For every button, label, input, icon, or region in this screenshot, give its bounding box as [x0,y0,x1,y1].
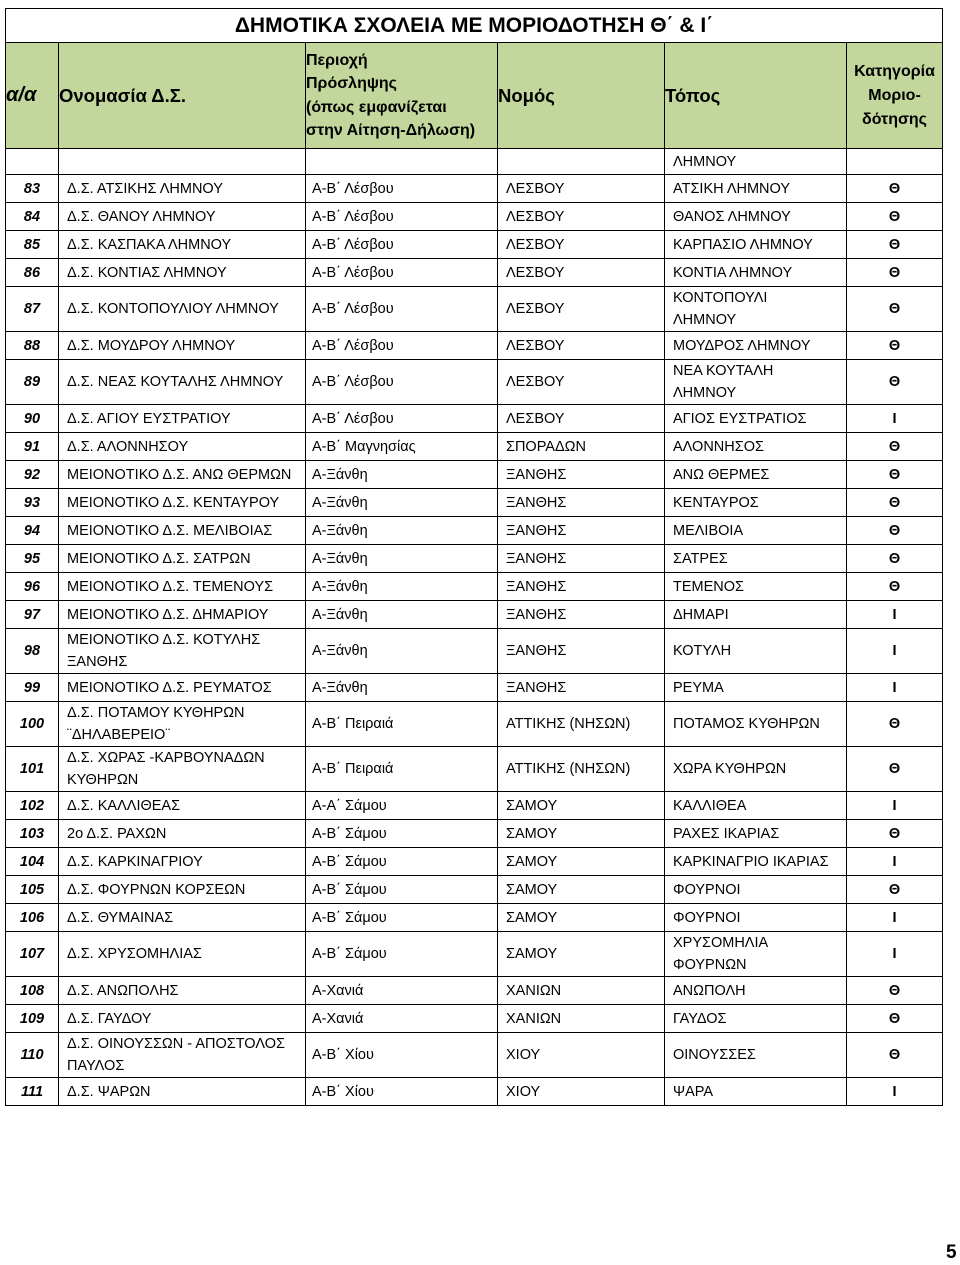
category-cell: Θ [847,203,943,231]
table-row [6,175,943,203]
prefecture-cell: ΛΕΣΒΟΥ [498,175,665,203]
recruitment-area-cell: Α-Β΄ Σάμου [306,904,498,932]
row-number-cell: 93 [6,489,59,517]
prefecture-cell: ΣΑΜΟΥ [498,820,665,848]
row-number-cell: 101 [6,747,59,792]
place-cell: ΤΕΜΕΝΟΣ [665,573,847,601]
row-number-cell: 94 [6,517,59,545]
school-name-cell: ΜΕΙΟΝΟΤΙΚΟ Δ.Σ. ΚΟΤΥΛΗΣ ΞΑΝΘΗΣ [59,629,306,674]
place-cell: ΨΑΡΑ [665,1078,847,1106]
table-row [6,573,943,601]
row-number-cell: 103 [6,820,59,848]
continuation-empty-cell [847,149,943,175]
row-number-cell: 95 [6,545,59,573]
school-name-cell: ΜΕΙΟΝΟΤΙΚΟ Δ.Σ. ΤΕΜΕΝΟΥΣ [59,573,306,601]
prefecture-cell: ΧΑΝΙΩΝ [498,1005,665,1033]
prefecture-cell: ΞΑΝΘΗΣ [498,601,665,629]
row-number-cell: 92 [6,461,59,489]
place-cell: ΑΝΩΠΟΛΗ [665,977,847,1005]
row-number-cell: 109 [6,1005,59,1033]
row-number-cell: 102 [6,792,59,820]
prefecture-cell: ΛΕΣΒΟΥ [498,203,665,231]
category-cell: Θ [847,747,943,792]
row-number-cell: 99 [6,674,59,702]
prefecture-cell: ΣΑΜΟΥ [498,932,665,977]
table-row [6,792,943,820]
recruitment-area-cell: Α-Β΄ Λέσβου [306,287,498,332]
place-cell: ΑΛΟΝΝΗΣΟΣ [665,433,847,461]
table-row [6,231,943,259]
prefecture-cell: ΣΑΜΟΥ [498,904,665,932]
category-cell: Θ [847,259,943,287]
prefecture-cell: ΣΠΟΡΑΔΩΝ [498,433,665,461]
school-name-cell: Δ.Σ. ΜΟΥΔΡΟΥ ΛΗΜΝΟΥ [59,332,306,360]
table-row [6,489,943,517]
category-cell: Θ [847,360,943,405]
header-place: Τόπος [665,43,847,149]
row-number-cell: 89 [6,360,59,405]
table-row [6,405,943,433]
place-cell: ΦΟΥΡΝΟΙ [665,876,847,904]
table-row [6,203,943,231]
category-cell: Θ [847,1033,943,1078]
header-recruitment-area: Περιοχή Πρόσληψης (όπως εμφανίζεται στην Αίτηση-Δήλωση) [306,43,498,149]
recruitment-area-cell: Α-Ξάνθη [306,601,498,629]
place-cell: ΚΕΝΤΑΥΡΟΣ [665,489,847,517]
place-cell: ΟΙΝΟΥΣΣΕΣ [665,1033,847,1078]
prefecture-cell: ΛΕΣΒΟΥ [498,360,665,405]
row-number-cell: 97 [6,601,59,629]
table-row [6,747,943,792]
table-row [6,876,943,904]
place-cell: ΚΟΤΥΛΗ [665,629,847,674]
table-row [6,545,943,573]
table-row [6,601,943,629]
row-number-cell: 96 [6,573,59,601]
prefecture-cell: ΧΙΟΥ [498,1078,665,1106]
school-name-cell: ΜΕΙΟΝΟΤΙΚΟ Δ.Σ. ΚΕΝΤΑΥΡΟΥ [59,489,306,517]
school-name-cell: ΜΕΙΟΝΟΤΙΚΟ Δ.Σ. ΜΕΛΙΒΟΙΑΣ [59,517,306,545]
place-cell: ΣΑΤΡΕΣ [665,545,847,573]
recruitment-area-cell: Α-Χανιά [306,1005,498,1033]
place-cell: ΦΟΥΡΝΟΙ [665,904,847,932]
place-cell: ΝΕΑ ΚΟΥΤΑΛΗ ΛΗΜΝΟΥ [665,360,847,405]
prefecture-cell: ΣΑΜΟΥ [498,792,665,820]
category-cell: Ι [847,792,943,820]
category-cell: Θ [847,433,943,461]
row-number-cell: 104 [6,848,59,876]
school-name-cell: Δ.Σ. ΧΡΥΣΟΜΗΛΙΑΣ [59,932,306,977]
recruitment-area-cell: Α-Β΄ Σάμου [306,848,498,876]
place-cell: ΑΝΩ ΘΕΡΜΕΣ [665,461,847,489]
row-number-cell: 100 [6,702,59,747]
table-row [6,674,943,702]
recruitment-area-cell: Α-Ξάνθη [306,545,498,573]
category-cell: Θ [847,231,943,259]
row-number-cell: 110 [6,1033,59,1078]
row-number-cell: 84 [6,203,59,231]
table-row [6,287,943,332]
school-name-cell: ΜΕΙΟΝΟΤΙΚΟ Δ.Σ. ΑΝΩ ΘΕΡΜΩΝ [59,461,306,489]
continuation-empty-cell [306,149,498,175]
place-cell: ΑΓΙΟΣ ΕΥΣΤΡΑΤΙΟΣ [665,405,847,433]
table-row [6,904,943,932]
place-cell: ΚΑΡΠΑΣΙΟ ΛΗΜΝΟΥ [665,231,847,259]
place-cell: ΑΤΣΙΚΗ ΛΗΜΝΟΥ [665,175,847,203]
place-cell: ΚΟΝΤΟΠΟΥΛΙ ΛΗΜΝΟΥ [665,287,847,332]
row-number-cell: 88 [6,332,59,360]
row-number-cell: 85 [6,231,59,259]
category-cell: Θ [847,545,943,573]
category-cell: Ι [847,629,943,674]
school-name-cell: ΜΕΙΟΝΟΤΙΚΟ Δ.Σ. ΔΗΜΑΡΙΟΥ [59,601,306,629]
prefecture-cell: ΧΑΝΙΩΝ [498,977,665,1005]
school-name-cell: ΜΕΙΟΝΟΤΙΚΟ Δ.Σ. ΣΑΤΡΩΝ [59,545,306,573]
category-cell: Θ [847,876,943,904]
prefecture-cell: ΛΕΣΒΟΥ [498,259,665,287]
school-name-cell: Δ.Σ. ΠΟΤΑΜΟΥ ΚΥΘΗΡΩΝ ¨ΔΗΛΑΒΕΡΕΙΟ¨ [59,702,306,747]
place-cell: ΡΕΥΜΑ [665,674,847,702]
recruitment-area-cell: Α-Α΄ Σάμου [306,792,498,820]
category-cell: Ι [847,904,943,932]
place-cell: ΠΟΤΑΜΟΣ ΚΥΘΗΡΩΝ [665,702,847,747]
category-cell: Θ [847,287,943,332]
table-row [6,1078,943,1106]
table-row [6,360,943,405]
school-name-cell: Δ.Σ. ΘΑΝΟΥ ΛΗΜΝΟΥ [59,203,306,231]
recruitment-area-cell: Α-Ξάνθη [306,517,498,545]
recruitment-area-cell: Α-Β΄ Λέσβου [306,231,498,259]
prefecture-cell: ΛΕΣΒΟΥ [498,332,665,360]
recruitment-area-cell: Α-Β΄ Μαγνησίας [306,433,498,461]
prefecture-cell: ΞΑΝΘΗΣ [498,545,665,573]
row-number-cell: 108 [6,977,59,1005]
category-cell: Θ [847,1005,943,1033]
table-row [6,1033,943,1078]
school-name-cell: Δ.Σ. ΦΟΥΡΝΩΝ ΚΟΡΣΕΩΝ [59,876,306,904]
recruitment-area-cell: Α-Β΄ Λέσβου [306,203,498,231]
row-number-cell: 90 [6,405,59,433]
school-name-cell: Δ.Σ. ΑΓΙΟΥ ΕΥΣΤΡΑΤΙΟΥ [59,405,306,433]
recruitment-area-cell: Α-Β΄ Σάμου [306,820,498,848]
recruitment-area-cell: Α-Β΄ Λέσβου [306,175,498,203]
category-cell: Ι [847,674,943,702]
recruitment-area-cell: Α-Ξάνθη [306,573,498,601]
place-cell: ΚΑΡΚΙΝΑΓΡΙΟ ΙΚΑΡΙΑΣ [665,848,847,876]
continuation-place-cell: ΛΗΜΝΟΥ [665,149,847,175]
category-cell: Ι [847,405,943,433]
recruitment-area-cell: Α-Ξάνθη [306,674,498,702]
category-cell: Θ [847,977,943,1005]
table-row [6,1005,943,1033]
school-name-cell: Δ.Σ. ΚΑΣΠΑΚΑ ΛΗΜΝΟΥ [59,231,306,259]
place-cell: ΧΩΡΑ ΚΥΘΗΡΩΝ [665,747,847,792]
prefecture-cell: ΞΑΝΘΗΣ [498,517,665,545]
place-cell: ΚΟΝΤΙΑ ΛΗΜΝΟΥ [665,259,847,287]
school-name-cell: Δ.Σ. ΚΟΝΤΟΠΟΥΛΙΟΥ ΛΗΜΝΟΥ [59,287,306,332]
recruitment-area-cell: Α-Β΄ Λέσβου [306,332,498,360]
prefecture-cell: ΞΑΝΘΗΣ [498,629,665,674]
table-row [6,932,943,977]
school-name-cell: Δ.Σ. ΨΑΡΩΝ [59,1078,306,1106]
place-cell: ΜΟΥΔΡΟΣ ΛΗΜΝΟΥ [665,332,847,360]
recruitment-area-cell: Α-Β΄ Χίου [306,1078,498,1106]
place-cell: ΓΑΥΔΟΣ [665,1005,847,1033]
table-row [6,517,943,545]
category-cell: Θ [847,820,943,848]
table-row [6,259,943,287]
recruitment-area-cell: Α-Β΄ Πειραιά [306,702,498,747]
school-name-cell: Δ.Σ. ΓΑΥΔΟΥ [59,1005,306,1033]
place-cell: ΚΑΛΛΙΘΕΑ [665,792,847,820]
row-number-cell: 98 [6,629,59,674]
prefecture-cell: ΑΤΤΙΚΗΣ (ΝΗΣΩΝ) [498,747,665,792]
table-body [6,175,943,1106]
prefecture-cell: ΧΙΟΥ [498,1033,665,1078]
school-name-cell: Δ.Σ. ΚΑΛΛΙΘΕΑΣ [59,792,306,820]
prefecture-cell: ΞΑΝΘΗΣ [498,573,665,601]
prefecture-cell: ΑΤΤΙΚΗΣ (ΝΗΣΩΝ) [498,702,665,747]
header-row [6,43,943,149]
place-cell: ΜΕΛΙΒΟΙΑ [665,517,847,545]
school-name-cell: Δ.Σ. ΑΛΟΝΝΗΣΟΥ [59,433,306,461]
continuation-empty-cell [59,149,306,175]
school-name-cell: Δ.Σ. ΚΑΡΚΙΝΑΓΡΙΟΥ [59,848,306,876]
continuation-row [6,149,943,175]
row-number-cell: 111 [6,1078,59,1106]
table-row [6,820,943,848]
school-name-cell: Δ.Σ. ΘΥΜΑΙΝΑΣ [59,904,306,932]
recruitment-area-cell: Α-Ξάνθη [306,629,498,674]
header-category: Κατηγορία Μοριο- δότησης [847,43,943,149]
category-cell: Θ [847,489,943,517]
category-cell: Θ [847,517,943,545]
category-cell: Θ [847,175,943,203]
school-name-cell: Δ.Σ. ΝΕΑΣ ΚΟΥΤΑΛΗΣ ΛΗΜΝΟΥ [59,360,306,405]
recruitment-area-cell: Α-Β΄ Χίου [306,1033,498,1078]
school-name-cell: Δ.Σ. ΑΤΣΙΚΗΣ ΛΗΜΝΟΥ [59,175,306,203]
category-cell: Θ [847,461,943,489]
school-name-cell: 2ο Δ.Σ. ΡΑΧΩΝ [59,820,306,848]
table-row [6,977,943,1005]
recruitment-area-cell: Α-Χανιά [306,977,498,1005]
prefecture-cell: ΞΑΝΘΗΣ [498,674,665,702]
place-cell: ΡΑΧΕΣ ΙΚΑΡΙΑΣ [665,820,847,848]
title-row [6,9,943,43]
continuation-empty-cell [498,149,665,175]
table-row [6,848,943,876]
place-cell: ΔΗΜΑΡΙ [665,601,847,629]
place-cell: ΧΡΥΣΟΜΗΛΙΑ ΦΟΥΡΝΩΝ [665,932,847,977]
schools-table [5,8,943,1106]
prefecture-cell: ΞΑΝΘΗΣ [498,489,665,517]
recruitment-area-cell: Α-Β΄ Σάμου [306,932,498,977]
category-cell: Ι [847,848,943,876]
prefecture-cell: ΛΕΣΒΟΥ [498,231,665,259]
category-cell: Θ [847,573,943,601]
header-number: α/α [6,43,59,149]
header-school-name: Ονομασία Δ.Σ. [59,43,306,149]
row-number-cell: 105 [6,876,59,904]
recruitment-area-cell: Α-Β΄ Σάμου [306,876,498,904]
recruitment-area-cell: Α-Β΄ Λέσβου [306,405,498,433]
row-number-cell: 107 [6,932,59,977]
recruitment-area-cell: Α-Β΄ Λέσβου [306,259,498,287]
row-number-cell: 91 [6,433,59,461]
table-row [6,461,943,489]
header-prefecture: Νομός [498,43,665,149]
place-cell: ΘΑΝΟΣ ΛΗΜΝΟΥ [665,203,847,231]
recruitment-area-cell: Α-Β΄ Λέσβου [306,360,498,405]
prefecture-cell: ΛΕΣΒΟΥ [498,287,665,332]
row-number-cell: 106 [6,904,59,932]
table-title: ΔΗΜΟΤΙΚΑ ΣΧΟΛΕΙΑ ΜΕ ΜΟΡΙΟΔΟΤΗΣΗ Θ΄ & Ι΄ [6,9,943,43]
category-cell: Ι [847,1078,943,1106]
prefecture-cell: ΞΑΝΘΗΣ [498,461,665,489]
prefecture-cell: ΣΑΜΟΥ [498,848,665,876]
category-cell: Ι [847,601,943,629]
table-row [6,332,943,360]
table-row [6,702,943,747]
school-name-cell: ΜΕΙΟΝΟΤΙΚΟ Δ.Σ. ΡΕΥΜΑΤΟΣ [59,674,306,702]
row-number-cell: 86 [6,259,59,287]
prefecture-cell: ΛΕΣΒΟΥ [498,405,665,433]
page-number: 5 [946,1242,957,1263]
school-name-cell: Δ.Σ. ΟΙΝΟΥΣΣΩΝ - ΑΠΟΣΤΟΛΟΣ ΠΑΥΛΟΣ [59,1033,306,1078]
row-number-cell: 83 [6,175,59,203]
category-cell: Ι [847,932,943,977]
category-cell: Θ [847,702,943,747]
recruitment-area-cell: Α-Β΄ Πειραιά [306,747,498,792]
school-name-cell: Δ.Σ. ΑΝΩΠΟΛΗΣ [59,977,306,1005]
continuation-empty-cell [6,149,59,175]
school-name-cell: Δ.Σ. ΧΩΡΑΣ -ΚΑΡΒΟΥΝΑΔΩΝ ΚΥΘΗΡΩΝ [59,747,306,792]
prefecture-cell: ΣΑΜΟΥ [498,876,665,904]
school-name-cell: Δ.Σ. ΚΟΝΤΙΑΣ ΛΗΜΝΟΥ [59,259,306,287]
row-number-cell: 87 [6,287,59,332]
category-cell: Θ [847,332,943,360]
table-row [6,433,943,461]
recruitment-area-cell: Α-Ξάνθη [306,489,498,517]
recruitment-area-cell: Α-Ξάνθη [306,461,498,489]
table-row [6,629,943,674]
